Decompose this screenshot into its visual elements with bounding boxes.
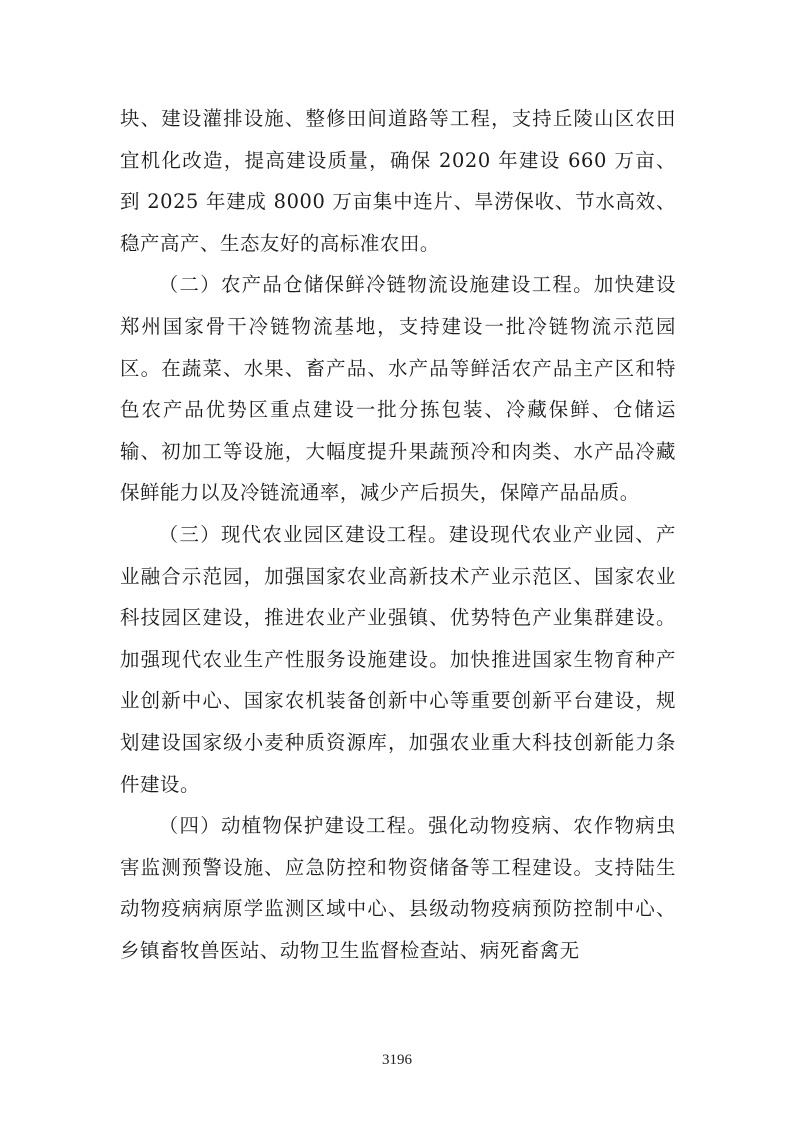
body-text — [120, 98, 676, 971]
paragraph-4: （四）动植物保护建设工程。强化动物疫病、农作物病虫害监测预警设施、应急防控和物资储备等工程建设。支持陆生动物疫病病原学监测区域中心、县级动物疫病预防控制中心、乡镇畜牧兽医站、动物卫生监督检查站、病死畜禽无 — [120, 814, 676, 962]
page-number: 3196 — [382, 1052, 412, 1068]
paragraph-3: （三）现代农业园区建设工程。建设现代农业产业园、产业融合示范园，加强国家农业高新技术产业示范区、国家农业科技园区建设，推进农业产业强镇、优势特色产业集群建设。加强现代农业生产性服务设施建设。加快推进国家生物育种产业创新中心、国家农机装备创新中心等重要创新平台建设，规划建设国家级小麦种质资源库，加强农业重大科技创新能力条件建设。 — [120, 522, 676, 796]
paragraph-2: （二）农产品仓储保鲜冷链物流设施建设工程。加快建设郑州国家骨干冷链物流基地，支持建设一批冷链物流示范园区。在蔬菜、水果、畜产品、水产品等鲜活农产品主产区和特色农产品优势区重点建设一批分拣包装、冷藏保鲜、仓储运输、初加工等设施，大幅度提升果蔬预冷和肉类、水产品冷藏保鲜能力以及冷链流通率，减少产后损失，保障产品品质。 — [120, 273, 676, 505]
paragraph-1: 块、建设灌排设施、整修田间道路等工程，支持丘陵山区农田宜机化改造，提高建设质量，确保 2020 年建设 660 万亩、到 2025 年建成 8000 万亩集中连片、旱涝保收、节水高效、稳产高产、生态友好的高标准农田。 — [120, 107, 676, 255]
